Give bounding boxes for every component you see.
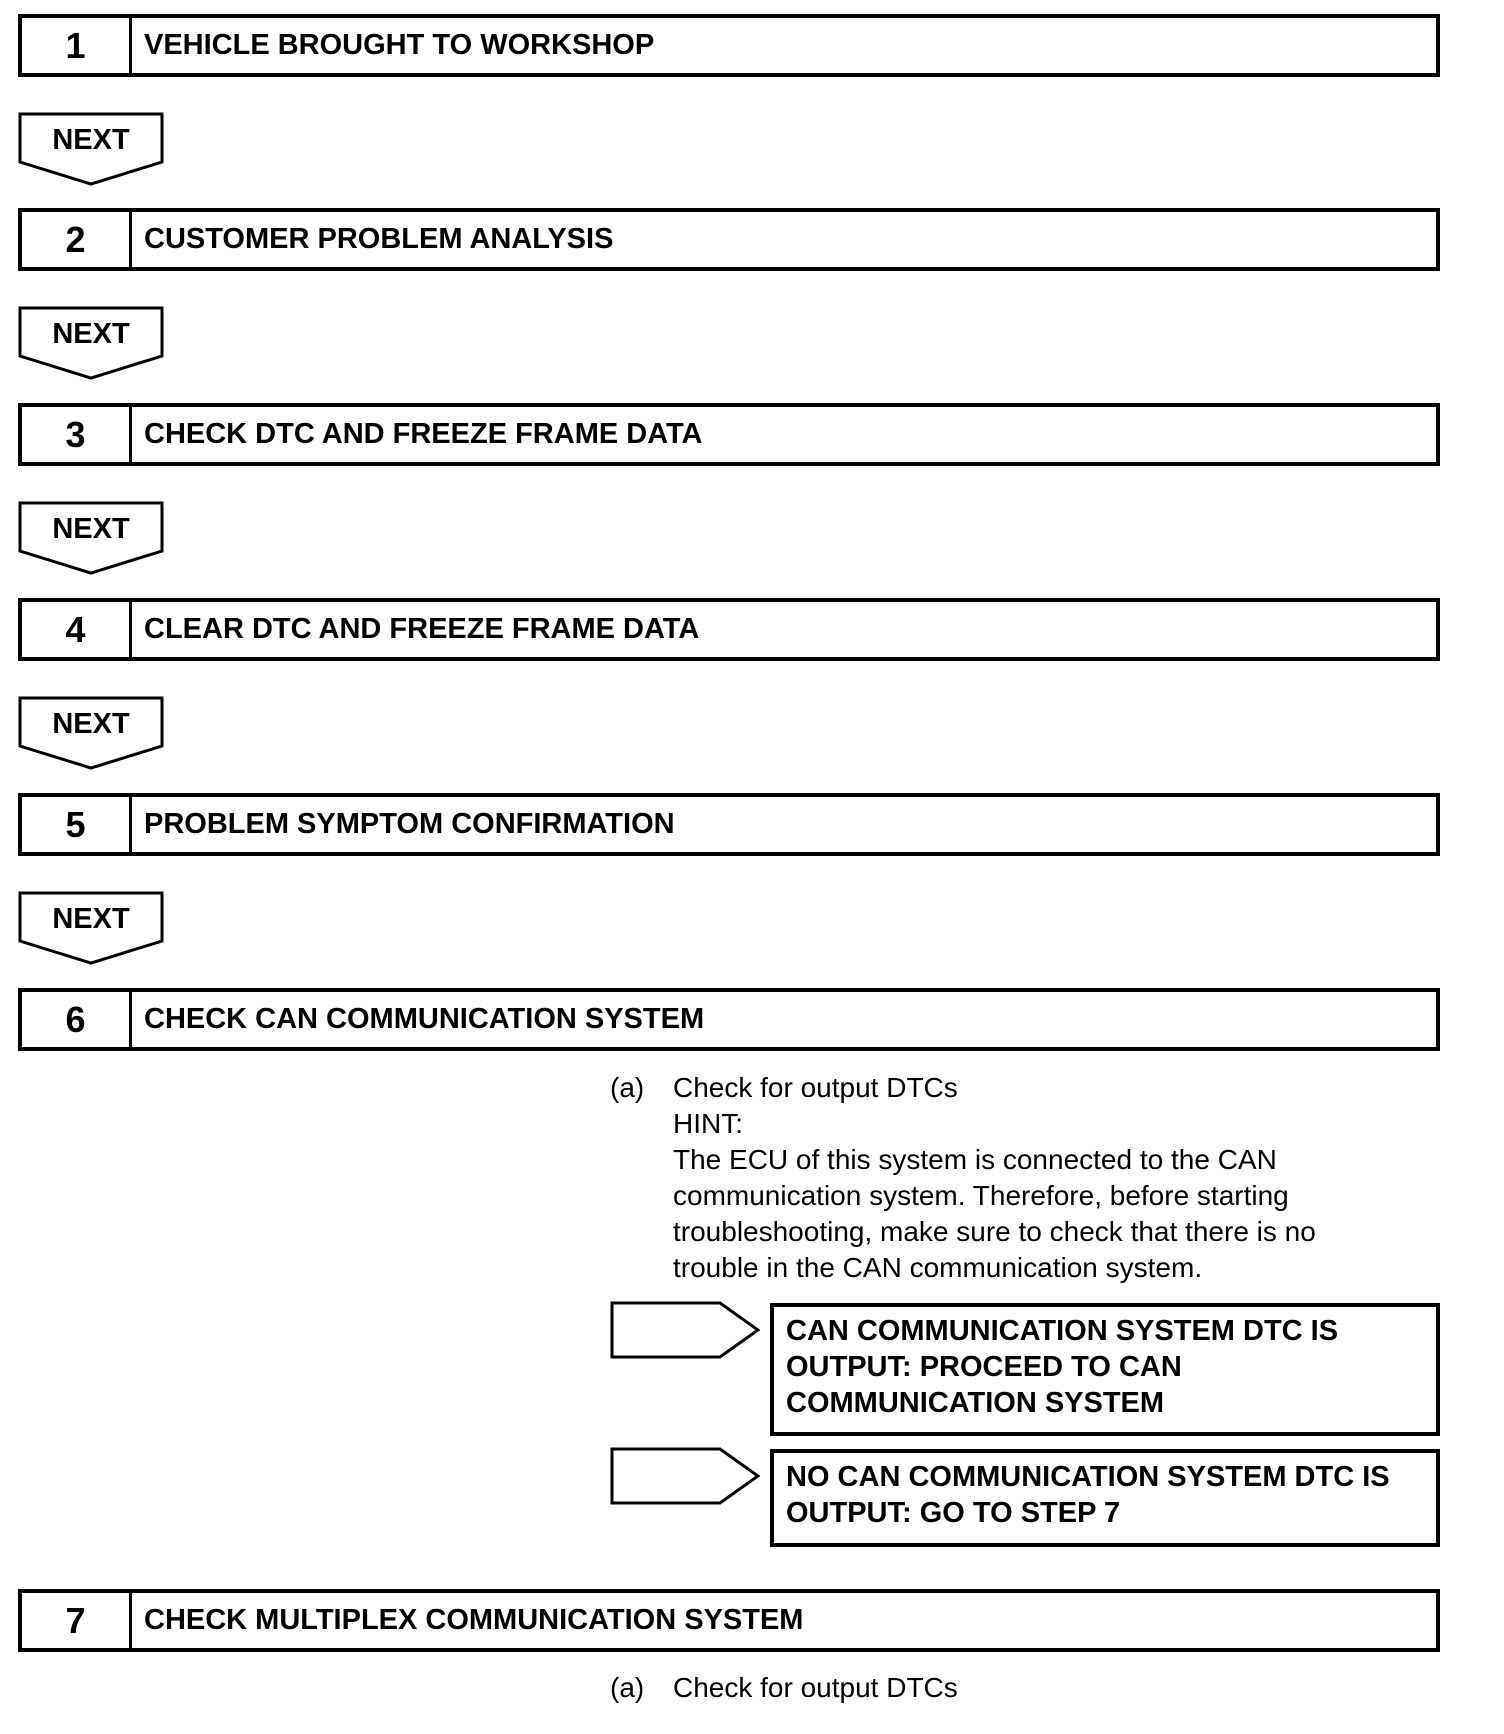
step-number: 2 — [22, 212, 132, 267]
step-2-box — [18, 208, 1440, 271]
next-label: NEXT — [52, 318, 130, 350]
instruction-text — [673, 1070, 1433, 1286]
step-1-box — [18, 14, 1440, 77]
step-number: 1 — [22, 18, 132, 73]
step-title: VEHICLE BROUGHT TO WORKSHOP — [144, 29, 655, 61]
next-label: NEXT — [52, 124, 130, 156]
step-title: CHECK DTC AND FREEZE FRAME DATA — [144, 418, 703, 450]
step-number: 5 — [22, 797, 132, 852]
hint-line: The ECU of this system is connected to the CAN — [673, 1144, 1277, 1175]
step-number: 3 — [22, 407, 132, 462]
next-label: NEXT — [52, 903, 130, 935]
next-label: NEXT — [52, 513, 130, 545]
next-arrow — [18, 112, 164, 188]
step-title: CLEAR DTC AND FREEZE FRAME DATA — [144, 613, 700, 645]
step-number: 7 — [22, 1593, 132, 1648]
step-title: CHECK MULTIPLEX COMMUNICATION SYSTEM — [144, 1604, 804, 1636]
instruction-line: Check for output DTCs — [673, 1672, 958, 1703]
result-arrow — [610, 1447, 760, 1505]
step-title: CUSTOMER PROBLEM ANALYSIS — [144, 223, 614, 255]
hint-line: troubleshooting, make sure to check that there is no — [673, 1216, 1316, 1247]
step-3-box — [18, 403, 1440, 466]
instruction-line: Check for output DTCs — [673, 1072, 958, 1103]
item-marker: (a) — [610, 1072, 645, 1103]
result-arrow — [610, 1301, 760, 1359]
result-line: OUTPUT: PROCEED TO CAN — [786, 1351, 1182, 1383]
step-title: PROBLEM SYMPTOM CONFIRMATION — [144, 808, 675, 840]
next-arrow — [18, 696, 164, 772]
step-6-box — [18, 988, 1440, 1051]
result-box-can-dtc-output — [770, 1303, 1440, 1436]
result-line: NO CAN COMMUNICATION SYSTEM DTC IS — [786, 1461, 1390, 1493]
next-arrow — [18, 501, 164, 577]
step-number: 4 — [22, 602, 132, 657]
step-title: CHECK CAN COMMUNICATION SYSTEM — [144, 1003, 705, 1035]
item-marker: (a) — [610, 1672, 645, 1703]
result-line: CAN COMMUNICATION SYSTEM DTC IS — [786, 1315, 1339, 1347]
instruction-text — [673, 1670, 1433, 1706]
next-arrow — [18, 306, 164, 382]
step-number: 6 — [22, 992, 132, 1047]
next-label: NEXT — [52, 708, 130, 740]
result-line: COMMUNICATION SYSTEM — [786, 1387, 1165, 1419]
step-5-box — [18, 793, 1440, 856]
hint-line: trouble in the CAN communication system. — [673, 1252, 1203, 1283]
hint-label: HINT: — [673, 1108, 743, 1139]
next-arrow — [18, 891, 164, 967]
step-7-box — [18, 1589, 1440, 1652]
result-line: OUTPUT: GO TO STEP 7 — [786, 1497, 1121, 1529]
hint-line: communication system. Therefore, before starting — [673, 1180, 1289, 1211]
step-4-box — [18, 598, 1440, 661]
result-box-no-can-dtc — [770, 1449, 1440, 1547]
